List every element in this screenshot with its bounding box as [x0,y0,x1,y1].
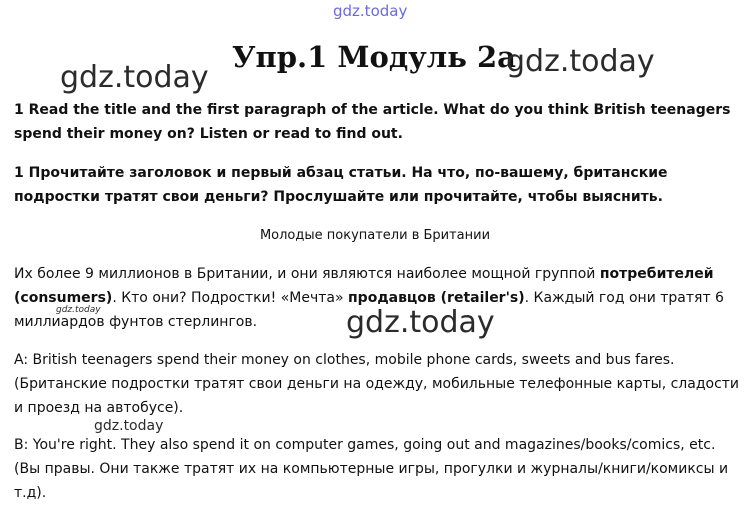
watermark-left: gdz.today [60,60,209,95]
answer-b: B: You're right. They also spend it on computer games, going out and magazines/books/comics, etc. (Вы правы. Они также тратят их на компьютерные игры, прогулки и журналы/книги/комиксы и т.д). [14,437,729,501]
article-term-retailers: продавцов (retailer's) [348,290,525,306]
task-russian: 1 Прочитайте заголовок и первый абзац статьи. На что, по-вашему, британские подростки тратят свои деньги? Прослушайте или прочитайте, чтобы выяснить. [14,165,668,205]
article-term-consumers: потребителей (consumers) [14,266,714,306]
page-title: Упр.1 Модуль 2а [232,40,516,74]
watermark-small-1: gdz.today [56,305,101,315]
article-text-2: . Кто они? Подростки! «Мечта» [112,290,348,306]
watermark-right: gdz.today [506,44,655,79]
article-text-1: Их более 9 миллионов в Британии, и они являются наиболее мощной группой [14,266,600,282]
article-text-3: . Каждый год они тратят 6 миллиардов фунтов стерлингов. [14,290,724,330]
watermark-top: gdz.today [333,2,408,20]
article-title: Молодые покупатели в Британии [259,228,491,243]
watermark-middle: gdz.today [346,305,495,340]
task-english: 1 Read the title and the first paragraph of the article. What do you think British teenagers spend their money on? Listen or read to find out. [14,102,731,142]
answer-a: A: British teenagers spend their money on clothes, mobile phone cards, sweets and bus fares. (Британские подростки тратят свои деньги на одежду, мобильные телефонные карты, сладости и проезд на автобусе). [14,352,740,416]
watermark-small-2: gdz.today [94,418,164,434]
